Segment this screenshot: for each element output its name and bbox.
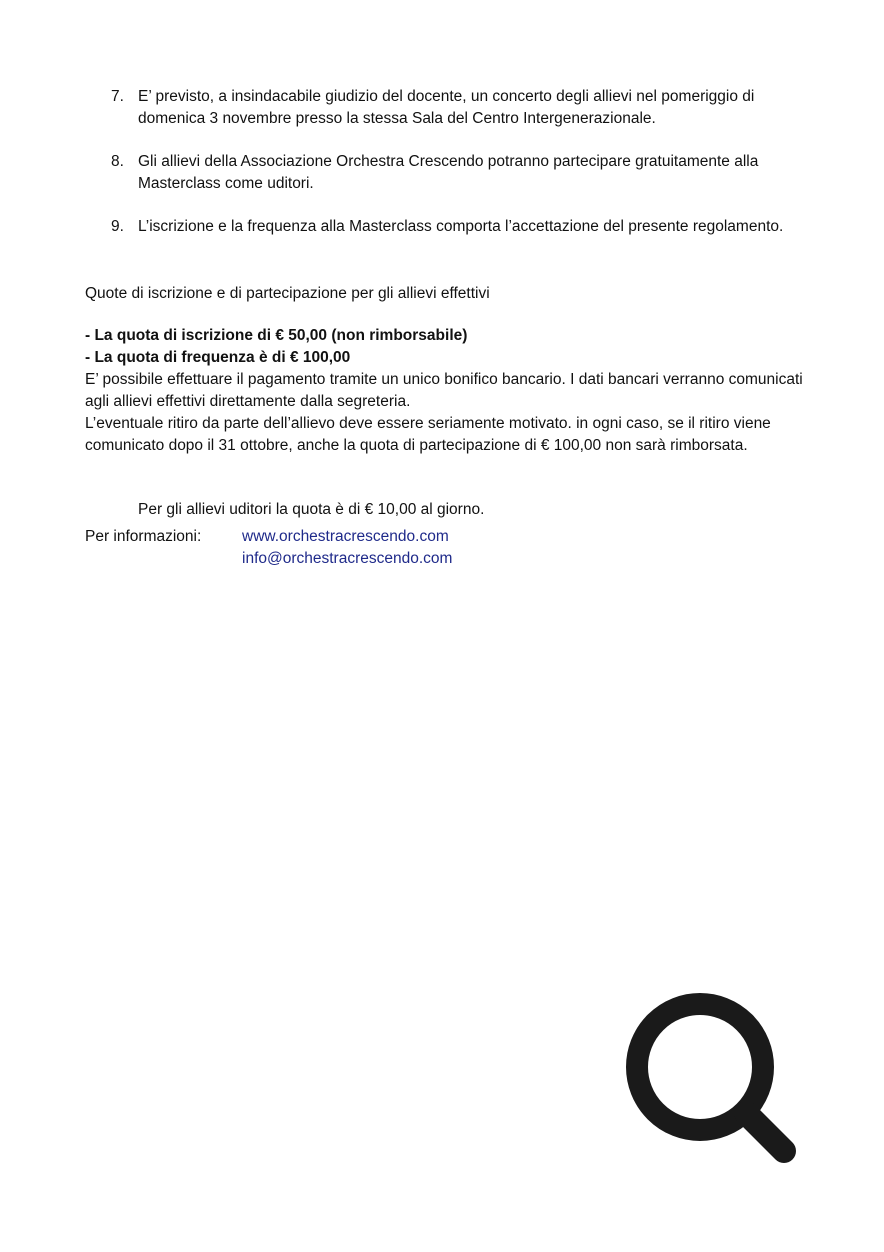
list-item-number: 9. <box>111 218 124 235</box>
list-item <box>111 86 811 130</box>
fees-section <box>85 325 805 457</box>
website-link[interactable]: www.orchestracrescendo.com <box>242 528 449 545</box>
list-item-number: 8. <box>111 153 124 170</box>
search-icon[interactable] <box>622 990 802 1170</box>
list-item <box>111 216 811 238</box>
contact-links <box>242 526 452 570</box>
email-link[interactable]: info@orchestracrescendo.com <box>242 550 453 567</box>
list-item-text: L’iscrizione e la frequenza alla Masterclass comporta l’accettazione del presente regolamento. <box>138 218 784 235</box>
attendance-fee: - La quota di frequenza è di € 100,00 <box>85 349 351 366</box>
fees-heading: Quote di iscrizione e di partecipazione per gli allievi effettivi <box>85 285 490 302</box>
list-item <box>111 151 811 195</box>
payment-info: E’ possibile effettuare il pagamento tramite un unico bonifico bancario. I dati bancari verranno comunicati agli allievi effettivi direttamente dalla segreteria. <box>85 371 803 410</box>
auditor-fee: Per gli allievi uditori la quota è di € 10,00 al giorno. <box>138 501 485 518</box>
withdrawal-policy: L’eventuale ritiro da parte dell’allievo deve essere seriamente motivato. in ogni caso, se il ritiro viene comunicato dopo il 31 ottobre, anche la quota di partecipazione di € 100,00 non sarà rimborsata. <box>85 415 771 454</box>
contact-info <box>85 526 805 570</box>
regulation-list <box>111 86 811 259</box>
list-item-number: 7. <box>111 88 124 105</box>
list-item-text: Gli allievi della Associazione Orchestra Crescendo potranno partecipare gratuitamente alla Masterclass come uditori. <box>138 153 759 192</box>
registration-fee: - La quota di iscrizione di € 50,00 (non rimborsabile) <box>85 327 468 344</box>
list-item-text: E’ previsto, a insindacabile giudizio del docente, un concerto degli allievi nel pomeriggio di domenica 3 novembre presso la stessa Sala del Centro Intergenerazionale. <box>138 88 755 127</box>
contact-label: Per informazioni: <box>85 528 202 545</box>
